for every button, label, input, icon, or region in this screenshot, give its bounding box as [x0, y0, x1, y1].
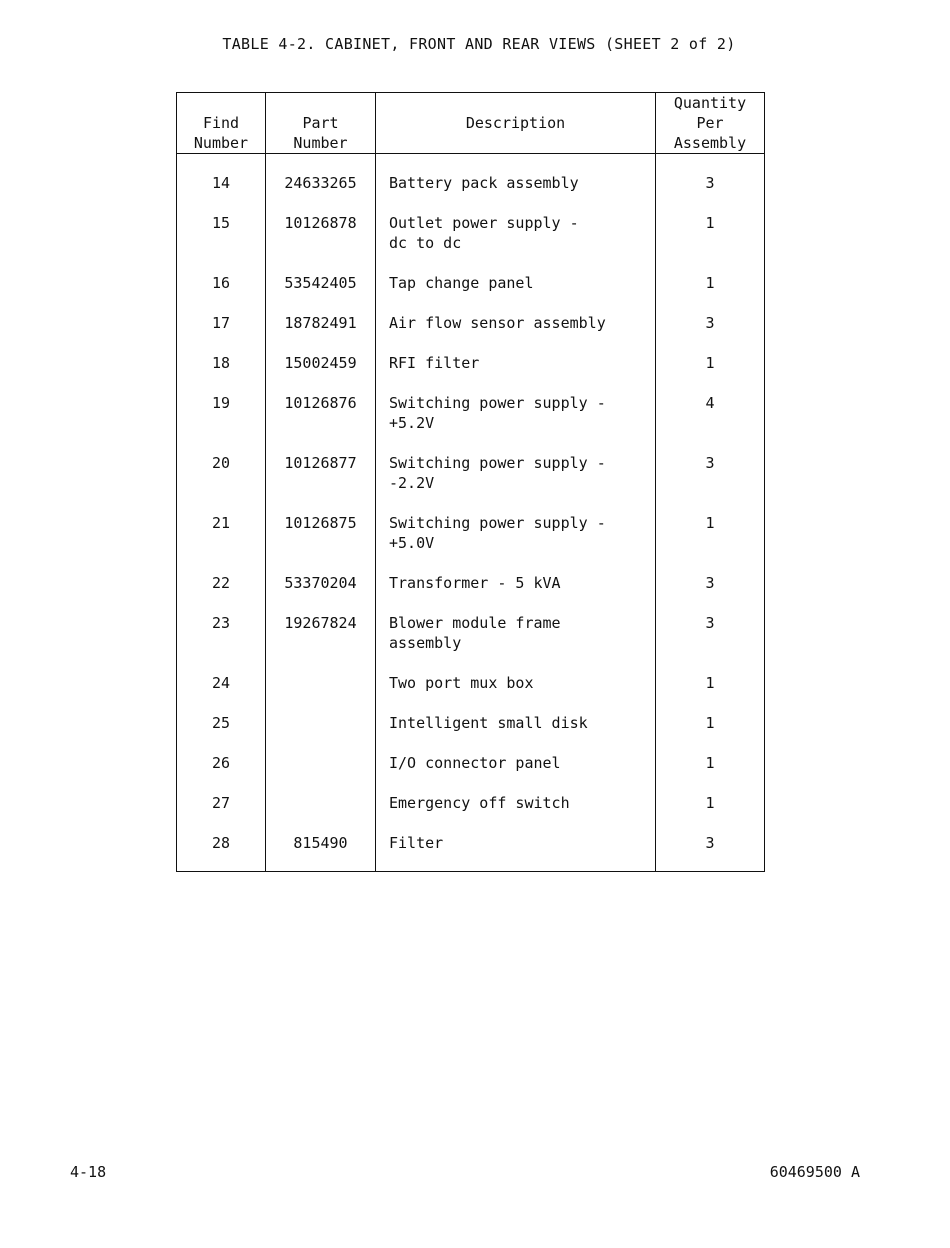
- find-number-cell: 17: [177, 293, 266, 333]
- description-cell: Air flow sensor assembly: [376, 293, 656, 333]
- quantity-cell: 3: [656, 433, 765, 493]
- part-number-cell: 10126875: [266, 493, 376, 553]
- table-row: [177, 373, 765, 433]
- find-number-cell: 23: [177, 593, 266, 653]
- table-row: [177, 693, 765, 733]
- part-number-cell: 53542405: [266, 253, 376, 293]
- table-row: [177, 333, 765, 373]
- description-cell: Switching power supply - +5.2V: [376, 373, 656, 433]
- find-number-cell: 15: [177, 193, 266, 253]
- find-number-cell: 16: [177, 253, 266, 293]
- description-cell: Blower module frame assembly: [376, 593, 656, 653]
- part-number-cell: 815490: [266, 813, 376, 872]
- quantity-cell: 1: [656, 193, 765, 253]
- find-number-cell: 26: [177, 733, 266, 773]
- description-cell: Two port mux box: [376, 653, 656, 693]
- find-number-cell: 20: [177, 433, 266, 493]
- table-row: [177, 813, 765, 872]
- description-cell: Switching power supply - +5.0V: [376, 493, 656, 553]
- description-cell: Battery pack assembly: [376, 154, 656, 194]
- description-cell: Emergency off switch: [376, 773, 656, 813]
- part-number-cell: [266, 653, 376, 693]
- find-number-cell: 27: [177, 773, 266, 813]
- table-row: [177, 493, 765, 553]
- quantity-cell: 3: [656, 154, 765, 194]
- quantity-cell: 4: [656, 373, 765, 433]
- part-number-cell: 19267824: [266, 593, 376, 653]
- parts-table: [176, 92, 765, 872]
- part-number-cell: [266, 733, 376, 773]
- quantity-cell: 1: [656, 333, 765, 373]
- find-number-cell: 14: [177, 154, 266, 194]
- quantity-cell: 3: [656, 553, 765, 593]
- find-number-cell: 24: [177, 653, 266, 693]
- part-number-cell: 10126878: [266, 193, 376, 253]
- header-quantity: Quantity Per Assembly: [656, 93, 765, 154]
- header-find-number: Find Number: [177, 93, 266, 154]
- quantity-cell: 1: [656, 773, 765, 813]
- description-cell: I/O connector panel: [376, 733, 656, 773]
- quantity-cell: 3: [656, 593, 765, 653]
- part-number-cell: 18782491: [266, 293, 376, 333]
- part-number-cell: [266, 693, 376, 733]
- description-cell: Switching power supply - -2.2V: [376, 433, 656, 493]
- quantity-cell: 3: [656, 813, 765, 872]
- description-cell: Intelligent small disk: [376, 693, 656, 733]
- table-row: [177, 653, 765, 693]
- description-cell: Transformer - 5 kVA: [376, 553, 656, 593]
- part-number-cell: 53370204: [266, 553, 376, 593]
- part-number-cell: 24633265: [266, 154, 376, 194]
- table-row: [177, 154, 765, 194]
- document-number: 60469500 A: [769, 1163, 860, 1181]
- find-number-cell: 28: [177, 813, 266, 872]
- find-number-cell: 19: [177, 373, 266, 433]
- quantity-cell: 1: [656, 653, 765, 693]
- table-body: [177, 154, 765, 872]
- table-title: TABLE 4-2. CABINET, FRONT AND REAR VIEWS (SHEET 2 of 2): [222, 35, 736, 53]
- table-row: [177, 593, 765, 653]
- description-cell: Tap change panel: [376, 253, 656, 293]
- description-cell: Outlet power supply - dc to dc: [376, 193, 656, 253]
- table-row: [177, 253, 765, 293]
- table-row: [177, 773, 765, 813]
- description-cell: RFI filter: [376, 333, 656, 373]
- part-number-cell: [266, 773, 376, 813]
- quantity-cell: 1: [656, 693, 765, 733]
- table-row: [177, 293, 765, 333]
- header-description: Description: [376, 93, 656, 154]
- table-header-row: [177, 93, 765, 154]
- table-row: [177, 433, 765, 493]
- quantity-cell: 1: [656, 253, 765, 293]
- description-cell: Filter: [376, 813, 656, 872]
- part-number-cell: 15002459: [266, 333, 376, 373]
- find-number-cell: 22: [177, 553, 266, 593]
- table-row: [177, 733, 765, 773]
- find-number-cell: 18: [177, 333, 266, 373]
- part-number-cell: 10126877: [266, 433, 376, 493]
- page-number: 4-18: [70, 1163, 107, 1181]
- header-part-number: Part Number: [266, 93, 376, 154]
- table-row: [177, 553, 765, 593]
- find-number-cell: 21: [177, 493, 266, 553]
- quantity-cell: 3: [656, 293, 765, 333]
- find-number-cell: 25: [177, 693, 266, 733]
- quantity-cell: 1: [656, 493, 765, 553]
- quantity-cell: 1: [656, 733, 765, 773]
- table-row: [177, 193, 765, 253]
- part-number-cell: 10126876: [266, 373, 376, 433]
